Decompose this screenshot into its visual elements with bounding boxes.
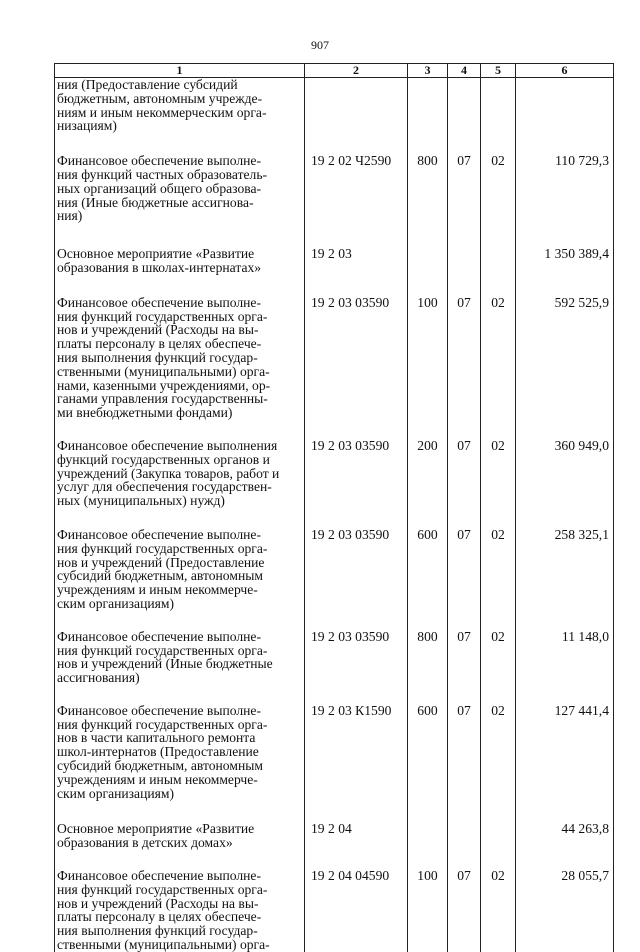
row-name-line: ния функций частных образователь- xyxy=(57,166,268,182)
page-number: 907 xyxy=(311,38,329,52)
table-body xyxy=(55,78,614,952)
row-name-line: ми внебюджетными фондами) xyxy=(57,405,233,421)
row-subsection-cell: 02 xyxy=(481,869,516,952)
row-name-line: образования в детских домах» xyxy=(57,835,233,851)
row-subsection-cell xyxy=(481,247,516,296)
row-expense-type-cell: 200 xyxy=(408,439,448,528)
row-name-cell xyxy=(55,822,305,869)
table-row xyxy=(55,822,614,869)
row-amount-cell xyxy=(516,78,614,155)
row-name-line: Финансовое обеспечение выполне- xyxy=(57,868,261,884)
row-section-cell: 07 xyxy=(448,154,481,247)
row-name-line: ственными (муниципальными) орга- xyxy=(57,363,270,379)
row-name-line: ния функций государственных орга- xyxy=(57,716,268,732)
row-name-line: Финансовое обеспечение выполне- xyxy=(57,294,261,310)
row-name-cell xyxy=(55,439,305,528)
row-section-cell: 07 xyxy=(448,630,481,704)
row-subsection-cell xyxy=(481,78,516,155)
row-expense-type-cell: 100 xyxy=(408,296,448,439)
row-amount-cell: 592 525,9 xyxy=(516,296,614,439)
row-name-cell xyxy=(55,528,305,630)
row-name-line: услуг для обеспечения государствен- xyxy=(57,479,272,495)
row-subsection-cell: 02 xyxy=(481,296,516,439)
row-name-line: образования в школах-интернатах» xyxy=(57,259,262,275)
row-code-cell: 19 2 04 xyxy=(305,822,408,869)
column-header-3: 3 xyxy=(408,64,448,78)
row-section-cell: 07 xyxy=(448,869,481,952)
row-code-cell: 19 2 03 03590 xyxy=(305,630,408,704)
table-row xyxy=(55,247,614,296)
table-row xyxy=(55,439,614,528)
row-code-cell xyxy=(305,78,408,155)
row-amount-cell: 127 441,4 xyxy=(516,704,614,823)
table-row xyxy=(55,154,614,247)
row-name-line: ния функций государственных орга- xyxy=(57,881,268,897)
row-name-line: учреждениям и иным некоммерче- xyxy=(57,771,258,787)
row-name-line: ния функций государственных орга- xyxy=(57,642,268,658)
row-code-cell: 19 2 03 03590 xyxy=(305,439,408,528)
row-name-cell xyxy=(55,154,305,247)
row-expense-type-cell: 600 xyxy=(408,704,448,823)
row-name-cell xyxy=(55,247,305,296)
row-subsection-cell: 02 xyxy=(481,630,516,704)
row-name-line: нами, казенными учреждениями, ор- xyxy=(57,377,271,393)
row-code-cell: 19 2 03 К1590 xyxy=(305,704,408,823)
row-name-line: ским организациям) xyxy=(57,785,175,801)
table-row xyxy=(55,528,614,630)
row-expense-type-cell xyxy=(408,822,448,869)
row-section-cell xyxy=(448,78,481,155)
row-name-line: нов и учреждений (Расходы на вы- xyxy=(57,895,259,911)
row-name-line: учреждениям и иным некоммерче- xyxy=(57,582,258,598)
row-name-line: ния функций государственных орга- xyxy=(57,540,268,556)
row-name-line: учреждений (Закупка товаров, работ и xyxy=(57,465,280,481)
budget-table xyxy=(54,63,614,952)
row-amount-cell: 1 350 389,4 xyxy=(516,247,614,296)
row-name-line: Финансовое обеспечение выполне- xyxy=(57,153,261,169)
row-name-line: ния выполнения функций государ- xyxy=(57,923,258,939)
row-expense-type-cell: 800 xyxy=(408,630,448,704)
row-name-line: ния (Иные бюджетные ассигнова- xyxy=(57,194,254,210)
row-name-line: ния функций государственных орга- xyxy=(57,308,268,324)
row-code-cell: 19 2 02 Ч2590 xyxy=(305,154,408,247)
row-amount-cell: 28 055,7 xyxy=(516,869,614,952)
row-name-line: ния) xyxy=(57,208,83,224)
row-name-line: ных (муниципальных) нужд) xyxy=(57,493,225,509)
table-row xyxy=(55,869,614,952)
row-expense-type-cell: 600 xyxy=(408,528,448,630)
row-name-cell xyxy=(55,630,305,704)
table-row xyxy=(55,704,614,823)
column-header-4: 4 xyxy=(448,64,481,78)
row-subsection-cell: 02 xyxy=(481,154,516,247)
row-expense-type-cell xyxy=(408,247,448,296)
row-name-line: Финансовое обеспечение выполне- xyxy=(57,526,261,542)
row-name-line: ниям и иным некоммерческим орга- xyxy=(57,104,267,120)
row-name-line: Основное мероприятие «Развитие xyxy=(57,246,255,262)
row-name-line: нов в части капитального ремонта xyxy=(57,730,256,746)
table-row xyxy=(55,78,614,155)
row-section-cell: 07 xyxy=(448,704,481,823)
row-section-cell: 07 xyxy=(448,296,481,439)
row-expense-type-cell: 100 xyxy=(408,869,448,952)
row-expense-type-cell: 800 xyxy=(408,154,448,247)
row-name-line: платы персоналу в целях обеспече- xyxy=(57,336,262,352)
row-name-line: субсидий бюджетным, автономным xyxy=(57,758,263,774)
row-section-cell: 07 xyxy=(448,528,481,630)
row-subsection-cell: 02 xyxy=(481,439,516,528)
column-header-5: 5 xyxy=(481,64,516,78)
column-header-1: 1 xyxy=(55,64,305,78)
row-name-line: нов и учреждений (Предоставление xyxy=(57,554,265,570)
column-header-2: 2 xyxy=(305,64,408,78)
table-header xyxy=(55,64,614,78)
row-name-line: ским организациям) xyxy=(57,595,175,611)
row-name-line: низациям) xyxy=(57,118,117,134)
row-name-line: Финансовое обеспечение выполне- xyxy=(57,628,261,644)
row-amount-cell: 258 325,1 xyxy=(516,528,614,630)
row-section-cell: 07 xyxy=(448,439,481,528)
row-code-cell: 19 2 03 03590 xyxy=(305,528,408,630)
row-name-line: ственными (муниципальными) орга- xyxy=(57,937,270,952)
row-expense-type-cell xyxy=(408,78,448,155)
row-name-line: Финансовое обеспечение выполнения xyxy=(57,437,278,453)
row-code-cell: 19 2 03 xyxy=(305,247,408,296)
row-name-line: Основное мероприятие «Развитие xyxy=(57,821,255,837)
row-name-cell xyxy=(55,296,305,439)
row-name-line: бюджетным, автономным учрежде- xyxy=(57,90,263,106)
row-amount-cell: 110 729,3 xyxy=(516,154,614,247)
row-subsection-cell xyxy=(481,822,516,869)
row-amount-cell: 44 263,8 xyxy=(516,822,614,869)
row-subsection-cell: 02 xyxy=(481,528,516,630)
column-header-6: 6 xyxy=(516,64,614,78)
table-row xyxy=(55,296,614,439)
row-name-cell xyxy=(55,869,305,952)
row-name-cell xyxy=(55,78,305,155)
row-name-line: ных организаций общего образова- xyxy=(57,180,262,196)
row-name-line: платы персоналу в целях обеспече- xyxy=(57,909,262,925)
row-name-line: ганами управления государственны- xyxy=(57,391,268,407)
row-subsection-cell: 02 xyxy=(481,704,516,823)
row-name-line: школ-интернатов (Предоставление xyxy=(57,744,259,760)
row-name-line: ния (Предоставление субсидий xyxy=(57,77,238,92)
row-name-line: функций государственных органов и xyxy=(57,451,270,467)
row-name-line: нов и учреждений (Иные бюджетные xyxy=(57,656,273,672)
table-row xyxy=(55,630,614,704)
row-section-cell xyxy=(448,247,481,296)
row-name-line: субсидий бюджетным, автономным xyxy=(57,568,263,584)
row-name-line: нов и учреждений (Расходы на вы- xyxy=(57,322,259,338)
row-section-cell xyxy=(448,822,481,869)
row-code-cell: 19 2 04 04590 xyxy=(305,869,408,952)
row-amount-cell: 11 148,0 xyxy=(516,630,614,704)
row-code-cell: 19 2 03 03590 xyxy=(305,296,408,439)
row-name-cell xyxy=(55,704,305,823)
row-amount-cell: 360 949,0 xyxy=(516,439,614,528)
row-name-line: ния выполнения функций государ- xyxy=(57,349,258,365)
row-name-line: Финансовое обеспечение выполне- xyxy=(57,702,261,718)
row-name-line: ассигнования) xyxy=(57,670,140,686)
